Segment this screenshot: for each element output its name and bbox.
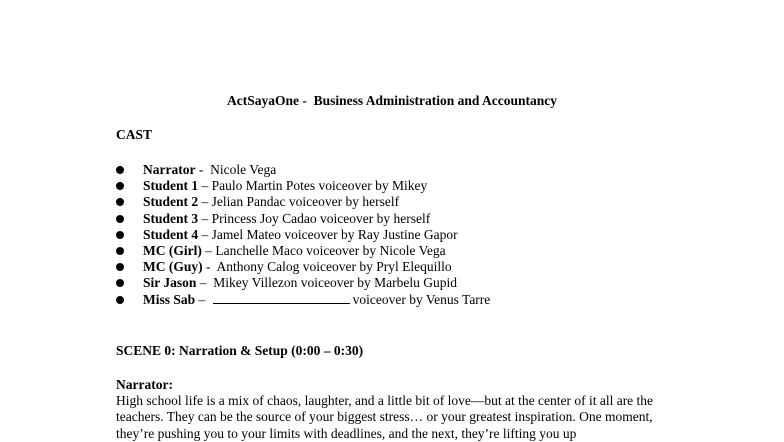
cast-role: Student 1 [143, 178, 199, 194]
cast-item [116, 292, 490, 308]
cast-item [116, 227, 490, 243]
document-title: ActSayaOne - Business Administration and Accountancy [226, 93, 558, 108]
bullet-icon [116, 263, 124, 271]
cast-detail: Mikey Villezon voiceover by Marbelu Gupid [213, 275, 458, 291]
cast-role: Student 4 [143, 226, 199, 242]
cast-role: Student 2 [143, 194, 199, 210]
cast-separator: – [198, 194, 212, 210]
cast-role: MC (Girl) [143, 242, 202, 258]
cast-separator: - [202, 259, 217, 275]
cast-detail: Jelian Pandac voiceover by herself [211, 194, 400, 210]
cast-item [116, 243, 490, 259]
bullet-icon [116, 279, 124, 287]
cast-item [116, 178, 490, 194]
cast-detail: voiceover by Venus Tarre [352, 291, 491, 307]
cast-role: MC (Guy) [143, 259, 203, 275]
speaker-label: Narrator: [116, 377, 173, 392]
cast-separator: – [198, 210, 212, 226]
bullet-icon [116, 215, 124, 223]
cast-separator: – [201, 242, 216, 258]
cast-separator: – [196, 275, 214, 291]
cast-role: Narrator [143, 162, 196, 177]
cast-detail: Paulo Martin Potes voiceover by Mikey [211, 178, 428, 194]
cast-item [116, 194, 490, 210]
narration-paragraph: High school life is a mix of chaos, laughter, and a little bit of love—but at the center of it all are the teachers. They can be the source of your biggest stress… or your greatest inspiration. One moment, they’re pushing you to your limits with deadlines, and the next, they’re lifting you up [116, 393, 654, 441]
bullet-icon [116, 166, 124, 174]
cast-separator: – [198, 226, 212, 242]
bullet-icon [116, 182, 124, 190]
cast-separator: - [195, 162, 211, 177]
bullet-icon [116, 198, 124, 206]
cast-detail: Lanchelle Maco voiceover by Nicole Vega [215, 242, 446, 258]
blank-underline [213, 292, 350, 304]
cast-detail: Princess Joy Cadao voiceover by herself [211, 210, 431, 226]
bullet-icon [116, 296, 124, 304]
cast-detail: Jamel Mateo voiceover by Ray Justine Gapor [211, 226, 458, 242]
cast-item [116, 162, 490, 178]
cast-role: Miss Sab [143, 291, 196, 307]
bullet-icon [116, 247, 124, 255]
cast-detail: Nicole Vega [210, 162, 277, 177]
cast-role: Sir Jason [143, 275, 197, 291]
cast-detail: Anthony Calog voiceover by Pryl Elequillo [216, 259, 452, 275]
cast-item [116, 259, 490, 275]
cast-role: Student 3 [143, 210, 199, 226]
bullet-icon [116, 231, 124, 239]
scene-heading: SCENE 0: Narration & Setup (0:00 – 0:30) [116, 343, 364, 358]
cast-separator: – [195, 291, 209, 307]
cast-item [116, 275, 490, 291]
cast-heading: CAST [116, 127, 153, 142]
cast-separator: – [198, 178, 212, 194]
cast-item [116, 211, 490, 227]
cast-list [116, 162, 490, 308]
